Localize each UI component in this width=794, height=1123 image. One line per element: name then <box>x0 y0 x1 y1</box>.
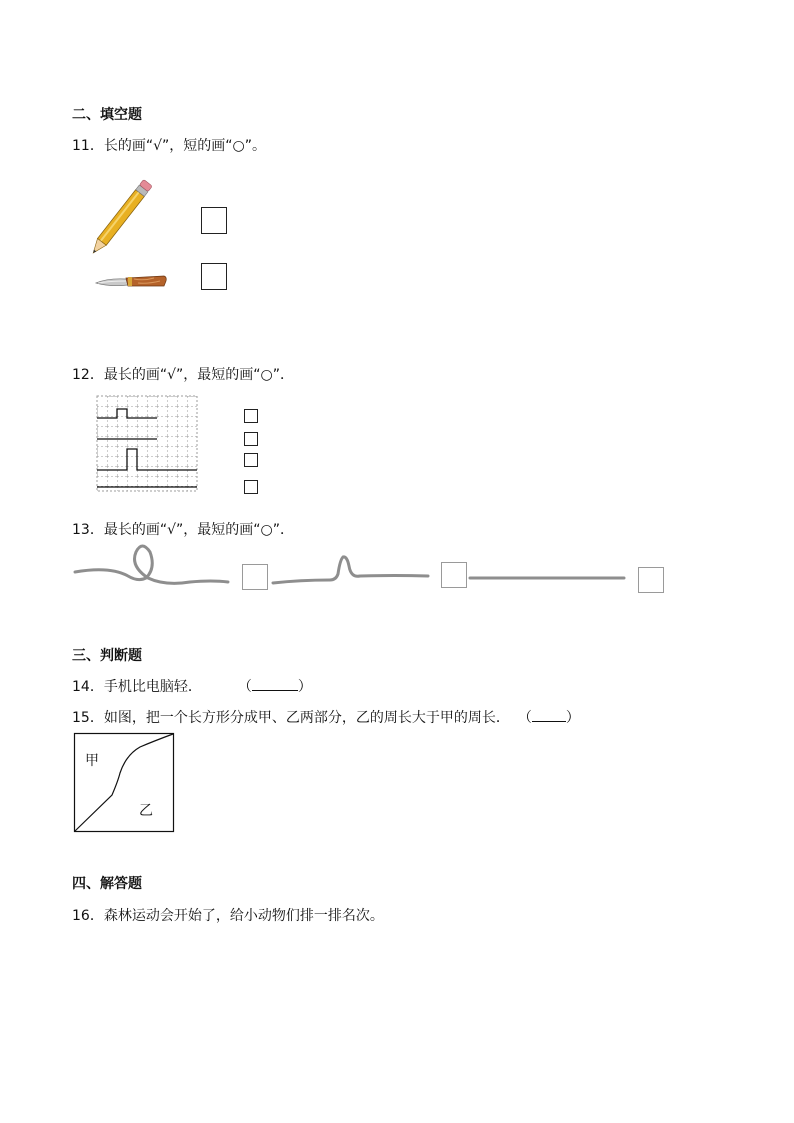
answer-box-rope-curly[interactable] <box>242 564 268 590</box>
rope-curly <box>75 546 228 583</box>
paren-open: （ <box>517 710 532 726</box>
region-label-b: 乙 <box>139 803 153 819</box>
region-label-a: 甲 <box>85 753 99 769</box>
question-12: 12．最长的画“√”，最短的画“○”． <box>72 367 294 383</box>
paren-close: ） <box>297 679 312 695</box>
section-heading-answer: 四、解答题 <box>72 876 142 892</box>
paren-open: （ <box>237 679 252 695</box>
question-16: 16．森林运动会开始了，给小动物们排一排名次。 <box>72 908 384 924</box>
answer-blank-15[interactable] <box>532 721 566 722</box>
question-15 <box>72 707 580 727</box>
question-14-text: 14．手机比电脑轻． <box>72 679 202 695</box>
question-13: 13．最长的画“√”，最短的画“○”． <box>72 522 294 538</box>
section-heading-fill-blank: 二、填空题 <box>72 107 142 123</box>
question-14 <box>72 676 312 696</box>
question-11: 11．长的画“√”，短的画“○”。 <box>72 138 266 154</box>
question-15-text: 15．如图，把一个长方形分成甲、乙两部分，乙的周长大于甲的周长． <box>72 710 510 726</box>
dividing-curve <box>75 734 173 831</box>
rectangle-divided-figure <box>74 733 174 833</box>
paren-close: ） <box>565 710 580 726</box>
answer-box-rope-bump[interactable] <box>441 562 467 588</box>
section-heading-judge: 三、判断题 <box>72 648 142 664</box>
answer-blank-14[interactable] <box>252 690 298 691</box>
answer-box-rope-straight[interactable] <box>638 567 664 593</box>
rope-bump <box>273 557 428 583</box>
